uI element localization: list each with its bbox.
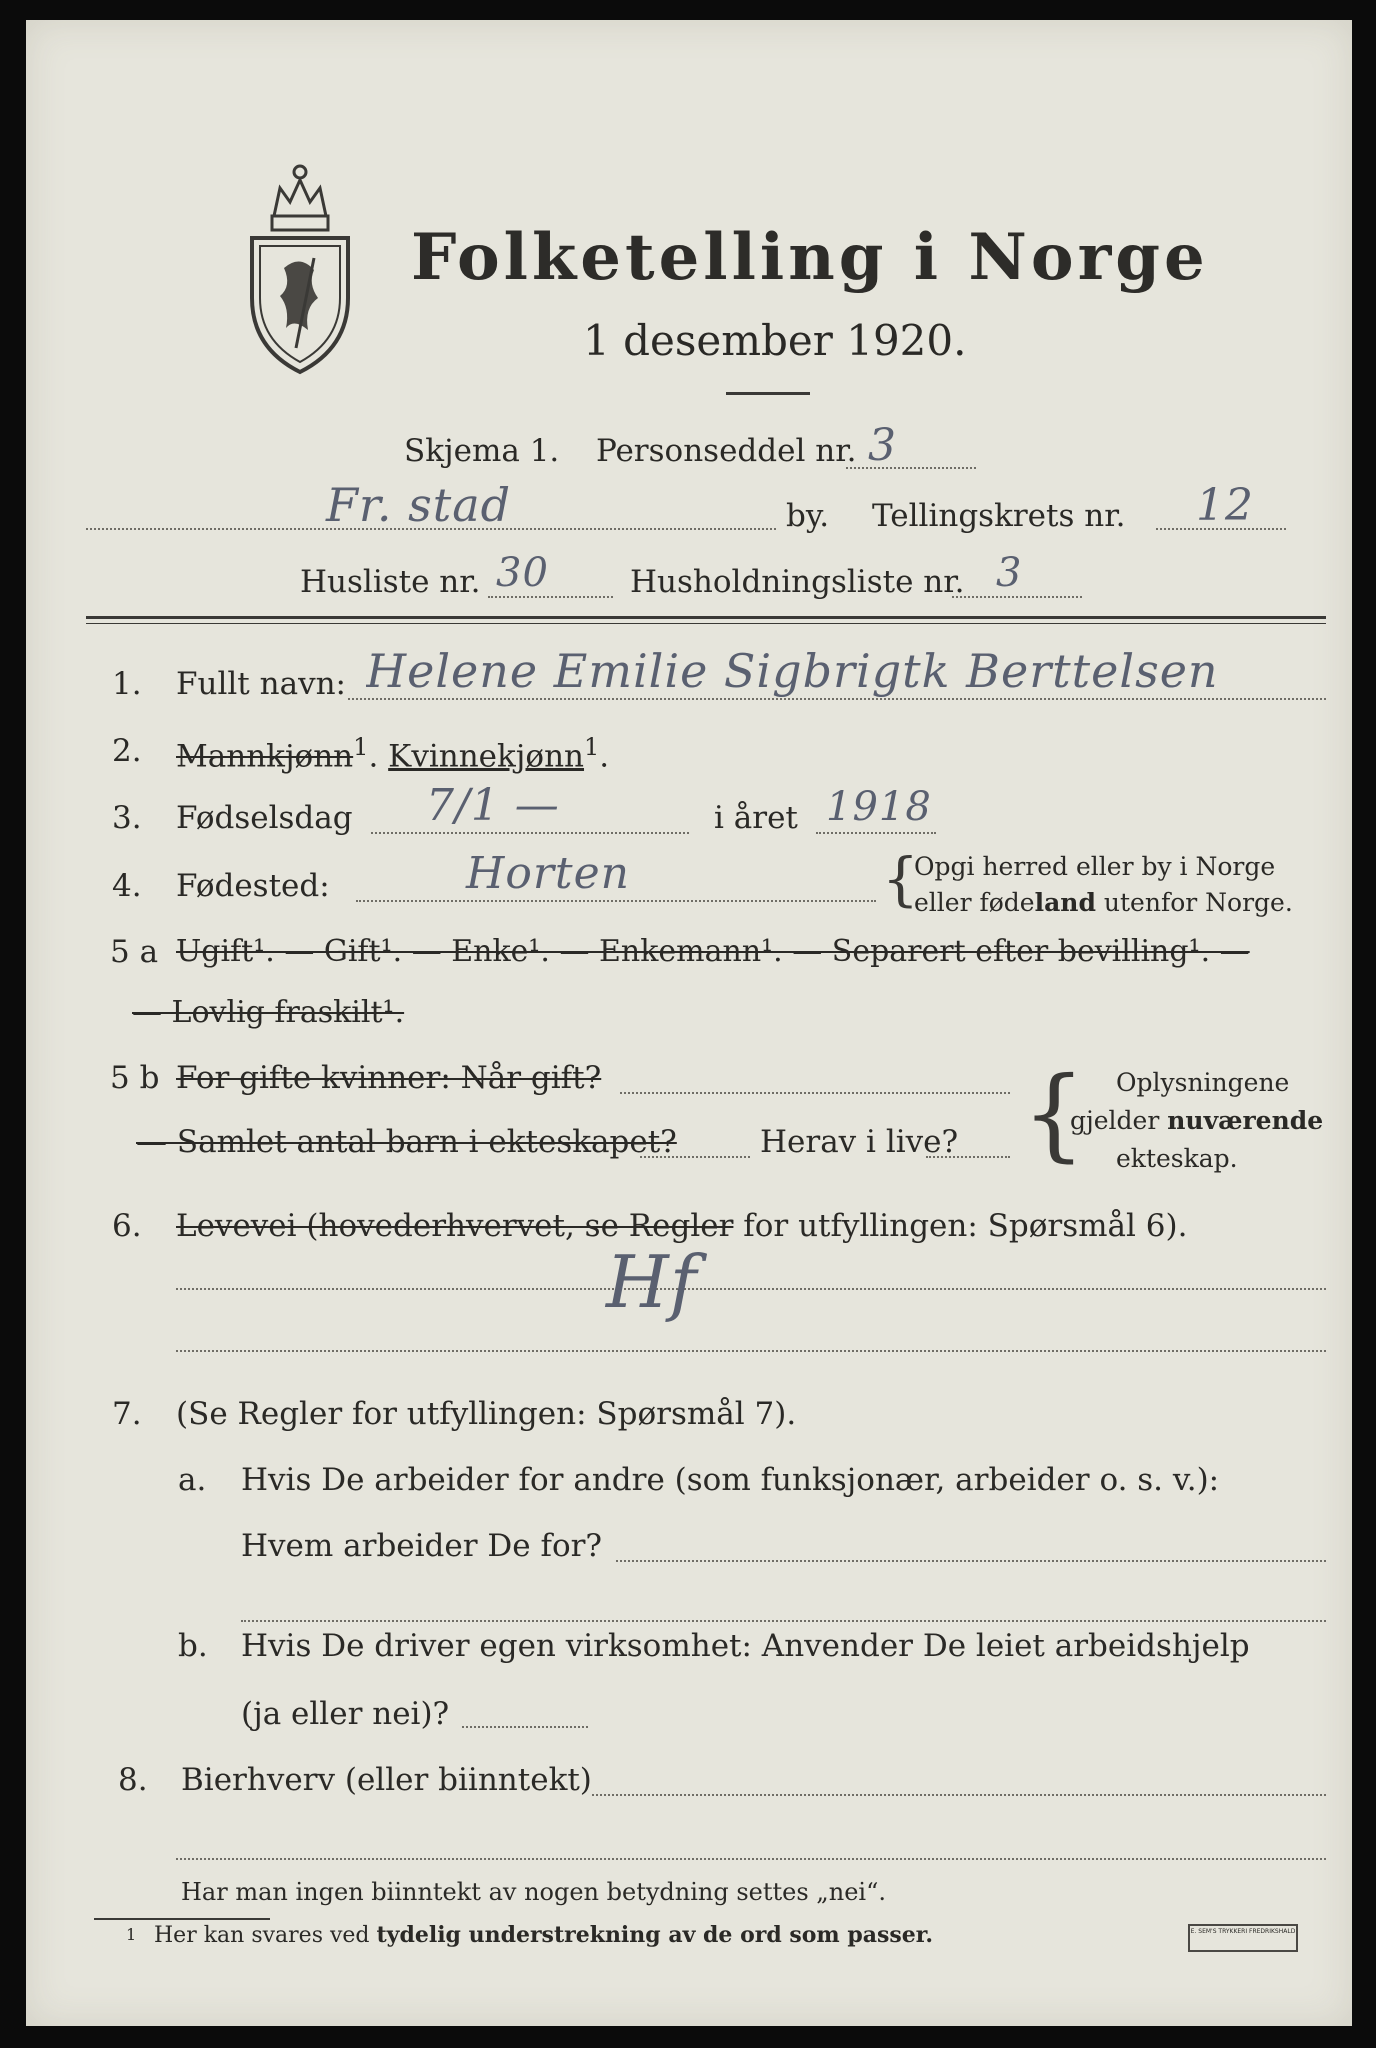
q5b-note-1: Oplysningene — [1116, 1068, 1290, 1097]
q4-note-2b: land — [1034, 888, 1096, 917]
q6-line-1 — [176, 1288, 1326, 1290]
husholdning-label: Husholdningsliste nr. — [630, 564, 965, 600]
footnote-text — [154, 1922, 933, 1948]
q3-year-value: 1918 — [826, 784, 932, 830]
q7a-letter: a. — [178, 1462, 207, 1498]
footnote-mark: 1 — [126, 1925, 137, 1944]
q4-note-2c: utenfor Norge. — [1095, 888, 1293, 917]
q5b-note-2b: nuværende — [1167, 1106, 1324, 1135]
q4-number: 4. — [112, 868, 142, 904]
personseddel-value: 3 — [868, 420, 897, 471]
q5b-note-3: ekteskap. — [1116, 1144, 1238, 1173]
q5b-line-2 — [136, 1124, 677, 1160]
q6-line-2 — [176, 1350, 1326, 1352]
q2-mann: Mannkjønn — [176, 738, 354, 775]
husliste-label: Husliste nr. — [300, 564, 481, 600]
q5b-brace: { — [1022, 1055, 1086, 1172]
q2-kvinne-sup: 1 — [584, 733, 600, 761]
husliste-value: 30 — [496, 550, 549, 596]
coat-of-arms-icon — [244, 158, 356, 376]
q2-mann-sup: 1 — [353, 733, 369, 761]
form-title: Folketelling i Norge — [411, 220, 1209, 295]
q4-value: Horten — [466, 848, 630, 899]
q6-value: Hf — [606, 1240, 698, 1324]
personseddel-line — [846, 467, 976, 469]
q3-number: 3. — [112, 800, 142, 836]
by-label: by. — [786, 498, 830, 534]
header-divider — [86, 616, 1326, 624]
q2-dot-2: . — [599, 738, 610, 775]
q6-number: 6. — [112, 1208, 142, 1244]
q3-year-line — [816, 832, 936, 834]
title-divider — [726, 392, 810, 395]
q2-kvinne: Kvinnekjønn — [388, 738, 585, 775]
footnote-text-b: tydelig understrekning av de ord som passer. — [376, 1922, 934, 1948]
q7-label: (Se Regler for utfyllingen: Spørsmål 7). — [176, 1396, 797, 1432]
q4-line — [356, 900, 876, 902]
q5b-note-2 — [1070, 1106, 1323, 1135]
q8-line-1 — [592, 1794, 1326, 1796]
q1-number: 1. — [112, 666, 142, 702]
q6-label — [176, 1208, 1187, 1244]
q4-note-2 — [914, 888, 1293, 917]
q2-number: 2. — [112, 733, 142, 769]
q4-label: Fødested: — [176, 868, 330, 904]
q1-line — [348, 698, 1326, 700]
q3-label: Fødselsdag — [176, 800, 353, 836]
personseddel-label: Personseddel nr. — [596, 433, 857, 469]
biinntekt-note: Har man ingen biinntekt av nogen betydning settes „nei“. — [181, 1878, 886, 1906]
q7a-line-3-dots — [241, 1620, 1326, 1622]
census-form — [26, 20, 1352, 2026]
tellingskrets-value: 12 — [1196, 480, 1254, 531]
husliste-line — [488, 596, 613, 598]
q5b-line-1-dots — [620, 1092, 1010, 1094]
footnote-text-a: Her kan svares ved — [154, 1923, 377, 1948]
skjema-label: Skjema 1. — [404, 433, 560, 469]
q5b-herav: Herav i live? — [760, 1124, 959, 1160]
q8-label: Bierhverv (eller biinntekt) — [181, 1762, 592, 1798]
q3-year-label: i året — [714, 800, 798, 836]
footnote-divider — [94, 1918, 270, 1920]
q5a-number: 5 a — [110, 934, 159, 970]
printer-stamp — [1188, 1924, 1298, 1952]
q2-options — [176, 733, 609, 774]
q7b-letter: b. — [178, 1628, 208, 1664]
q7b-line-2: (ja eller nei)? — [241, 1696, 450, 1732]
q5a-line-1: Ugift¹. — Gift¹. — Enke¹. — Enkemann¹. — Separert efter bevilling¹. — — [176, 934, 1250, 969]
q5b-note-2a: gjelder — [1070, 1106, 1168, 1135]
q8-line-2 — [176, 1858, 1326, 1860]
q7-number: 7. — [112, 1396, 142, 1432]
q4-brace: { — [882, 845, 919, 913]
printer-stamp-text: E. SEM'S TRYKKERI FREDRIKSHALD — [1190, 1928, 1296, 1935]
city-value: Fr. stad — [326, 478, 512, 532]
q1-value: Helene Emilie Sigbrigtk Berttelsen — [366, 644, 1219, 698]
q7b-line-1: Hvis De driver egen virksomhet: Anvender De leiet arbeidshjelp — [241, 1628, 1250, 1664]
q7a-line-1: Hvis De arbeider for andre (som funksjonær, arbeider o. s. v.): — [241, 1462, 1220, 1498]
census-date: 1 desember 1920. — [583, 316, 967, 365]
q6-label-rest: for utfyllingen: Spørsmål 6). — [733, 1208, 1188, 1244]
q7a-line-2-dots — [616, 1560, 1326, 1562]
q5b-herav-dots — [926, 1156, 1010, 1158]
q5b-barn: — Samlet antal barn i ekteskapet? — [136, 1124, 677, 1160]
q5b-barn-dots — [640, 1156, 750, 1158]
husholdning-value: 3 — [996, 550, 1023, 596]
q6-label-struck: Levevei (hovederhvervet, se Regler — [176, 1208, 734, 1244]
q8-number: 8. — [118, 1762, 148, 1798]
q4-note-2a: eller føde — [914, 888, 1035, 917]
q5b-line-1: For gifte kvinner: Når gift? — [176, 1060, 602, 1096]
q5b-number: 5 b — [110, 1060, 160, 1096]
q3-value: 7/1 — — [426, 780, 560, 831]
q3-line — [371, 832, 689, 834]
q4-note-1: Opgi herred eller by i Norge — [914, 852, 1276, 881]
q7b-line-2-dots — [462, 1726, 588, 1728]
q2-dot: . — [368, 738, 379, 775]
q1-label: Fullt navn: — [176, 666, 346, 702]
tellingskrets-label: Tellingskrets nr. — [872, 498, 1126, 534]
q7a-line-2: Hvem arbeider De for? — [241, 1528, 603, 1564]
husholdning-line — [952, 596, 1082, 598]
q5a-line-2: — Lovlig fraskilt¹. — [132, 995, 405, 1030]
